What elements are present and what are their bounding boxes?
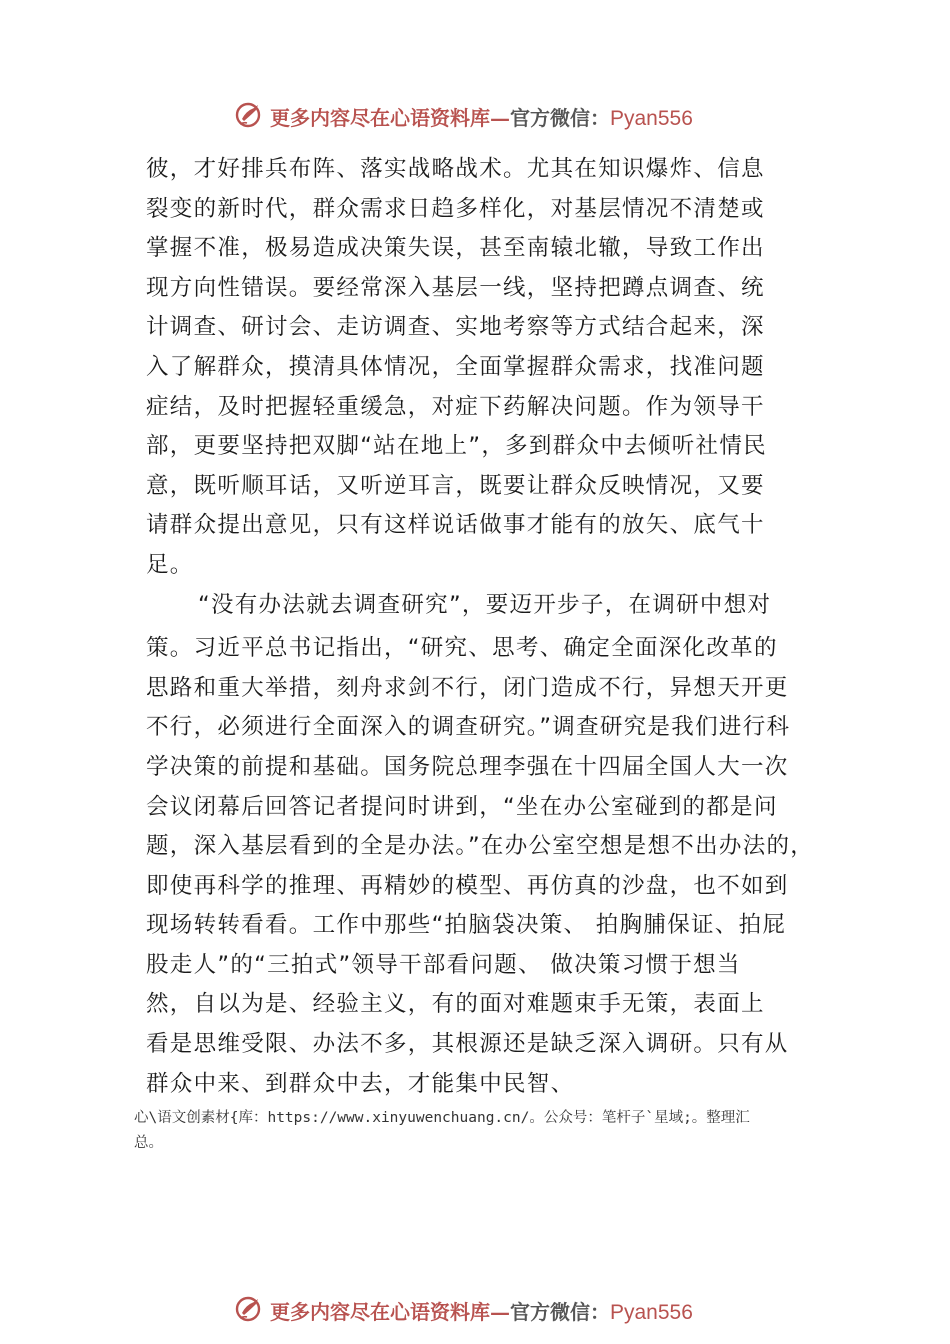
body-line: 群众中来、到群众中去，才能集中民智、 xyxy=(146,1070,575,1097)
body-line: 掌握不准，极易造成决策失误，甚至南辕北辙，导致工作出 xyxy=(146,235,765,262)
writing-hand-pen-logo-icon xyxy=(234,1293,266,1325)
source-note-line: 心\语文创素材{库：https://www.xinyuwenchuang.cn/。公众号：笔杆子`星域;。整理汇 xyxy=(134,1110,750,1126)
body-line: 彼，才好排兵布阵、落实战略战术。尤其在知识爆炸、信息 xyxy=(146,156,765,182)
body-line: 策。习近平总书记指出，“研究、思考、确定全面深化改革的 xyxy=(146,635,778,662)
body-line: 会议闭幕后回答记者提问时讲到，“坐在办公室碰到的都是问 xyxy=(146,793,778,820)
body-line: 看是思维受限、办法不多，其根源还是缺乏深入调研。只有从 xyxy=(146,1031,789,1058)
wechat-label: 官方微信： xyxy=(510,106,610,130)
paragraph-start-line: “没有办法就去调查研究”，要迈开步子，在调研中想对 xyxy=(198,591,772,618)
header-banner xyxy=(0,95,950,135)
brand-text: 更多内容尽在心语资料库 xyxy=(270,106,490,130)
body-line: 不行，必须进行全面深入的调查研究。”调查研究是我们进行科 xyxy=(146,714,791,741)
body-line: 意，既听顺耳话，又听逆耳言，既要让群众反映情况，又要 xyxy=(146,472,765,499)
writing-hand-pen-logo-icon xyxy=(234,99,266,131)
brand-text: 更多内容尽在心语资料库 xyxy=(270,1300,490,1324)
article-body xyxy=(146,150,846,1104)
source-note-line: 总。 xyxy=(134,1135,163,1151)
footer-banner xyxy=(0,1289,950,1329)
body-line: 然，自以为是、经验主义，有的面对难题束手无策，表面上 xyxy=(146,991,765,1018)
body-line: 症结，及时把握轻重缓急，对症下药解决问题。作为领导干 xyxy=(146,393,765,420)
body-line: 题，深入基层看到的全是办法。”在办公室空想是想不出办法的， xyxy=(146,833,815,860)
body-line: 足。 xyxy=(146,551,194,578)
body-line: 现方向性错误。要经常深入基层一线，坚持把蹲点调查、统 xyxy=(146,274,765,301)
body-line: 请群众提出意见，只有这样说话做事才能有的放矢、底气十 xyxy=(146,512,765,539)
body-line: 部，更要坚持把双脚“站在地上”，多到群众中去倾听社情民 xyxy=(146,433,767,460)
source-note xyxy=(134,1106,824,1156)
header-brand-line xyxy=(270,102,693,131)
body-line: 股走人”的“三拍式”领导干部看问题、 做决策习惯于想当 xyxy=(146,951,741,978)
brand-separator: — xyxy=(490,1300,510,1324)
body-line: 计调查、研讨会、走访调查、实地考察等方式结合起来，深 xyxy=(146,314,765,341)
body-line: 思路和重大举措，刻舟求剑不行，闭门造成不行，异想天开更 xyxy=(146,674,789,701)
wechat-id: Pyan556 xyxy=(610,1301,693,1324)
body-line: 学决策的前提和基础。国务院总理李强在十四届全国人大一次 xyxy=(146,753,789,780)
wechat-label: 官方微信： xyxy=(510,1300,610,1324)
body-line: 现场转转看看。工作中那些“拍脑袋决策、 拍胸脯保证、拍屁 xyxy=(146,912,787,939)
body-line: 入了解群众，摸清具体情况，全面掌握群众需求，找准问题 xyxy=(146,353,765,380)
body-line: 裂变的新时代，群众需求日趋多样化，对基层情况不清楚或 xyxy=(146,195,765,222)
brand-separator: — xyxy=(490,106,510,130)
body-line: 即使再科学的推理、再精妙的模型、再仿真的沙盘，也不如到 xyxy=(146,872,789,899)
wechat-id: Pyan556 xyxy=(610,107,693,130)
footer-brand-line xyxy=(270,1296,693,1325)
